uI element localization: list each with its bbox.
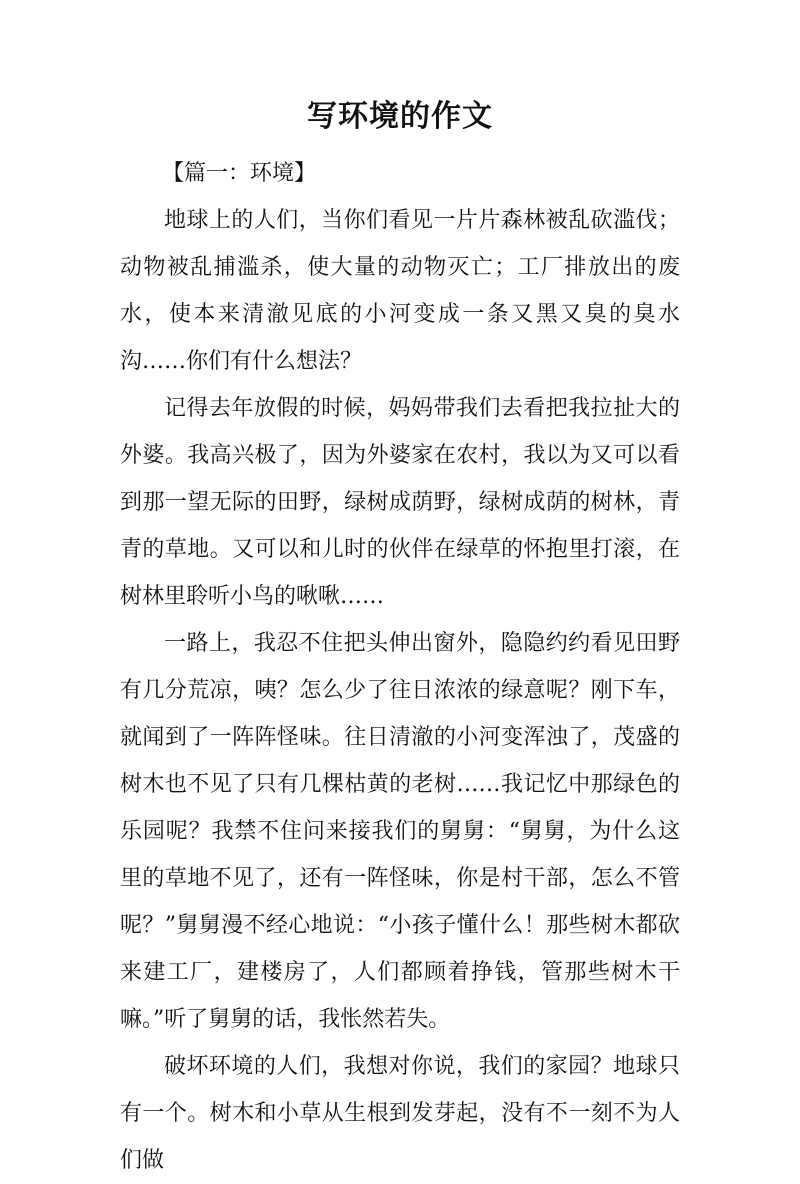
paragraph-2: 记得去年放假的时候，妈妈带我们去看把我拉扯大的外婆。我高兴极了，因为外婆家在农村，我以为又可以看到那一望无际的田野，绿树成荫野，绿树成荫的树林，青青的草地。又可以和儿时的伙伴在绿草的怀抱里打滚，在树林里聆听小鸟的啾啾…… — [120, 396, 680, 609]
document-title: 写环境的作文 — [307, 99, 493, 134]
section-heading: 【篇一：环境】 — [162, 161, 317, 186]
paragraph-1: 地球上的人们，当你们看见一片片森林被乱砍滥伐；动物被乱捕滥杀，使大量的动物灭亡；工厂排放出的废水，使本来清澈见底的小河变成一条又黑又臭的臭水沟……你们有什么想法？ — [120, 208, 680, 374]
paragraph-3: 一路上，我忍不住把头伸出窗外，隐隐约约看见田野有几分荒凉，咦？怎么少了往日浓浓的绿意呢？刚下车，就闻到了一阵阵怪味。往日清澈的小河变浑浊了，茂盛的树木也不见了只有几棵枯黄的老树……我记忆中那绿色的乐园呢？我禁不住问来接我们的舅舅：“舅舅，为什么这里的草地不见了，还有一阵怪味，你是村干部，怎么不管呢？”舅舅漫不经心地说：“小孩子懂什么！那些树木都砍来建工厂，建楼房了，人们都顾着挣钱，管那些树木干嘛。”听了舅舅的话，我怅然若失。 — [120, 631, 680, 1032]
paragraph-4: 破坏环境的人们，我想对你说，我们的家园？地球只有一个。树木和小草从生根到发芽起，没有不一刻不为人们做 — [120, 1054, 680, 1173]
document-body — [120, 197, 680, 1184]
